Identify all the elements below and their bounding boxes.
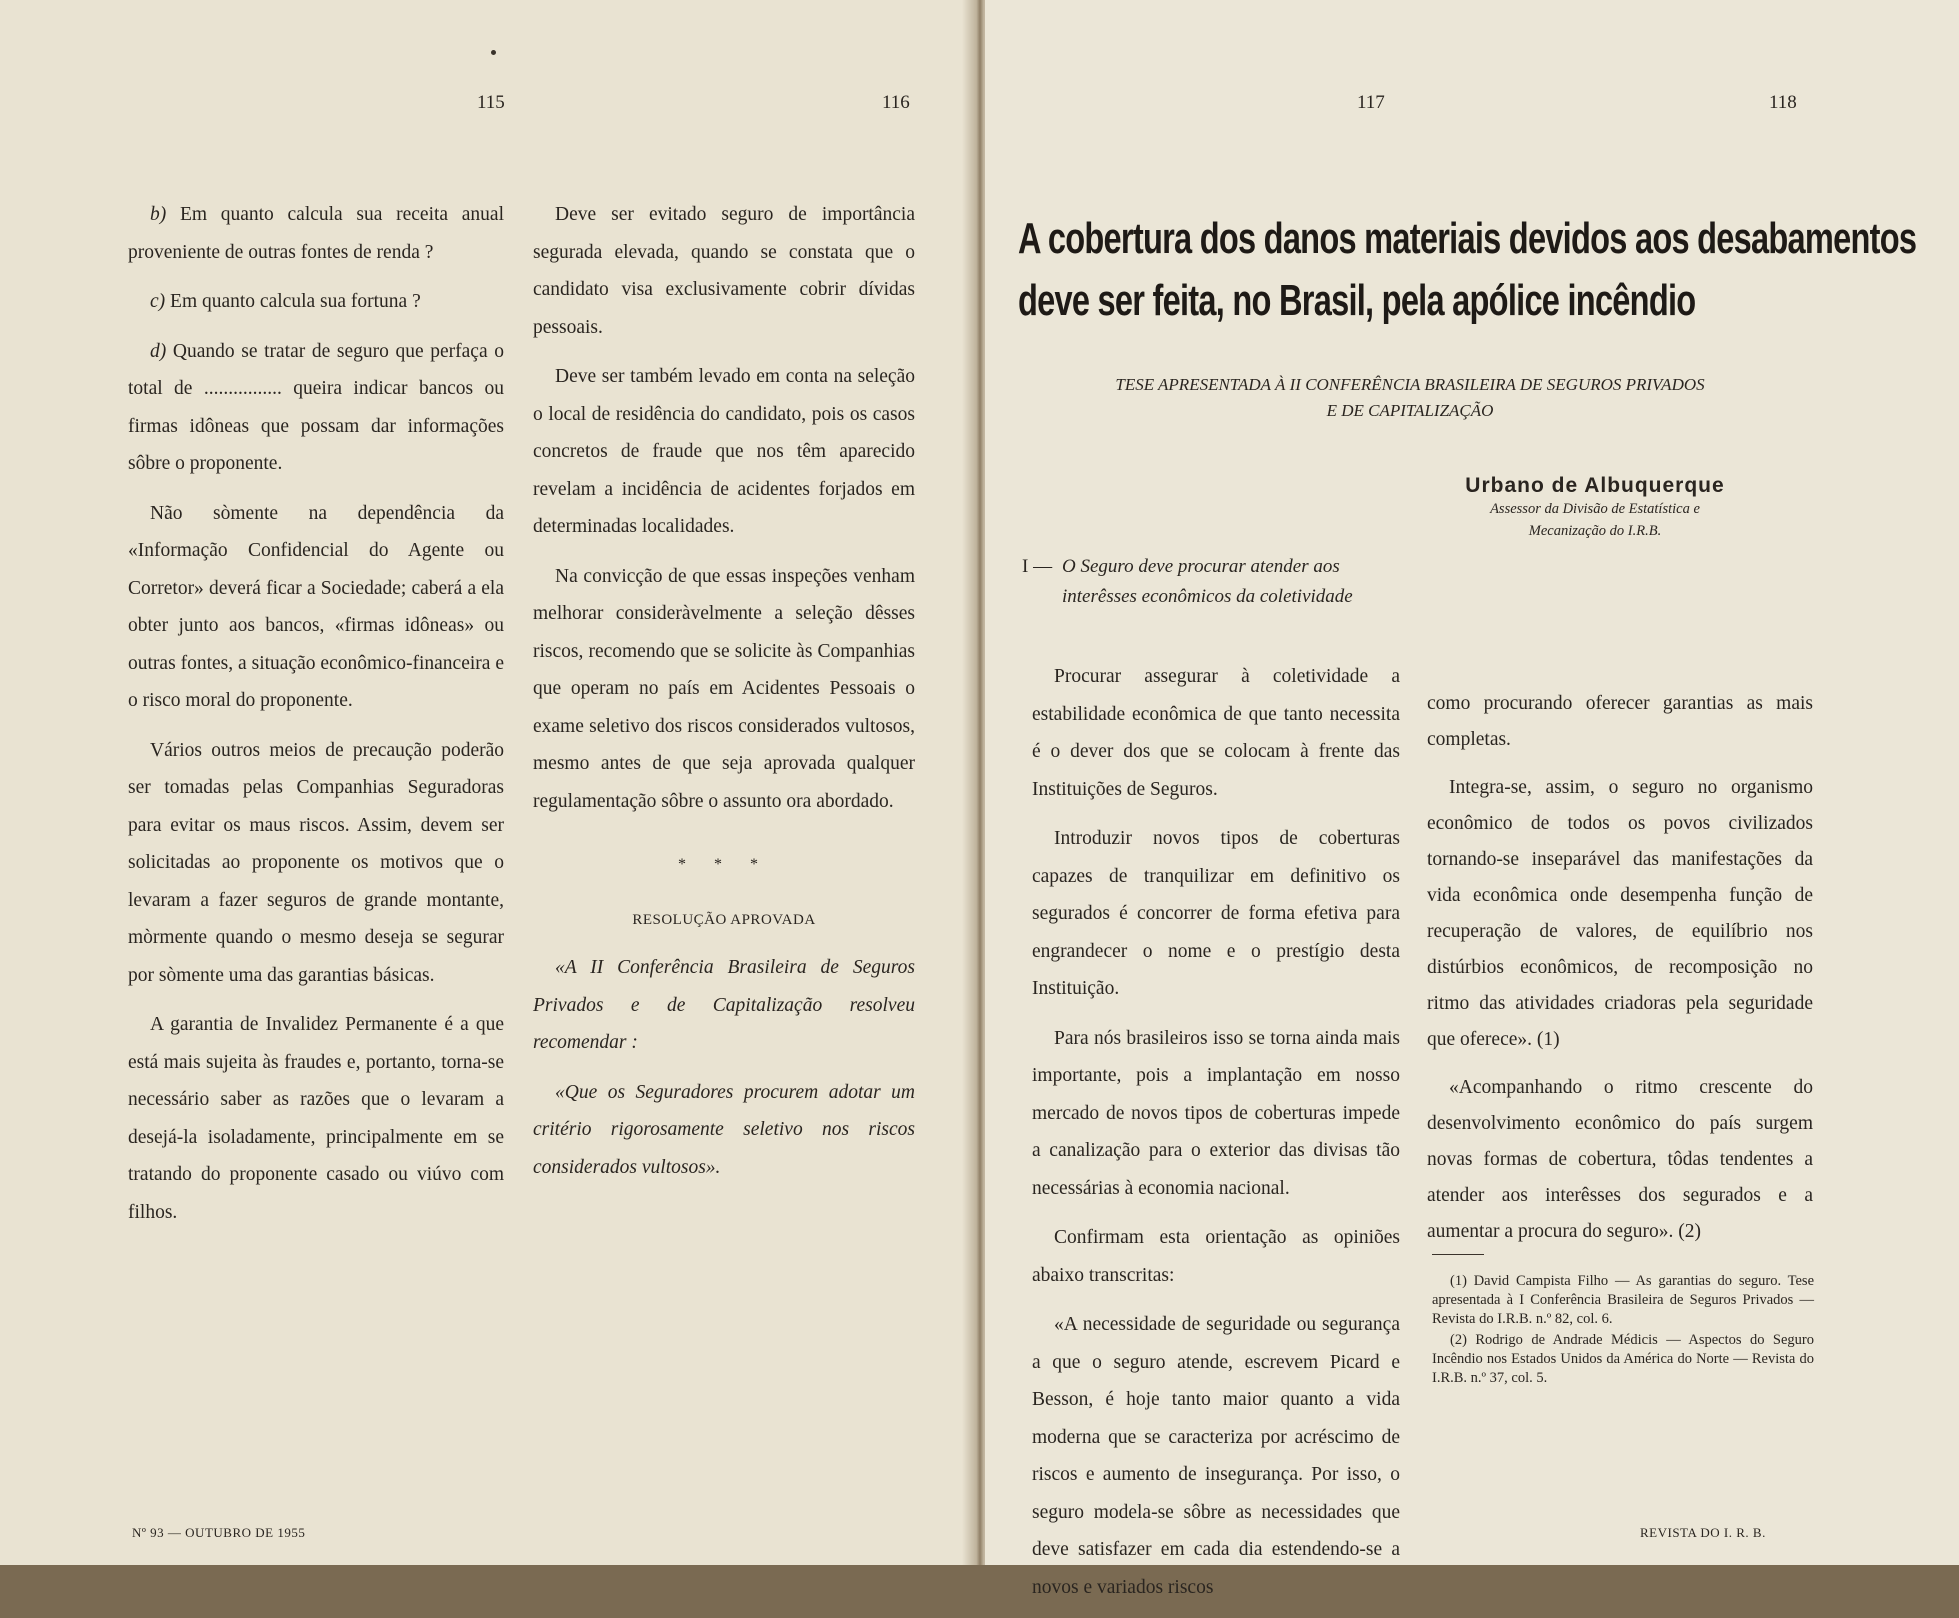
journal-footer: REVISTA DO I. R. B. — [1640, 1525, 1766, 1540]
title-line: deve ser feita, no Brasil, pela apólice incêndio — [1018, 276, 1696, 325]
footnote: (1) David Campista Filho — As garantias do seguro. Tese apresentada à I Conferência Brasileira de Seguros Privados — Revista do I.R.B. n.º 82, col. 6. — [1432, 1273, 1814, 1327]
paragraph: b) Em quanto calcula sua receita anual proveniente de outras fontes de renda ? — [128, 204, 504, 263]
right-column-2 — [1427, 686, 1813, 1262]
paragraph: Integra-se, assim, o seguro no organismo econômico de todos os povos civilizados tornando-se inseparável das manifestações da vida econômica onde desempenha função de recuperação de valores, de equilíbrio nos distúrbios econômicos, de recomposição no ritmo das atividades criadoras pela seguridade que oferece». (1) — [1427, 777, 1813, 1050]
article-title — [1018, 208, 1917, 332]
author-name: Urbano de Albuquerque — [1465, 474, 1725, 497]
list-marker: d) — [150, 340, 167, 362]
author-block — [1400, 474, 1790, 542]
left-page — [0, 0, 975, 1565]
footnote-rule — [1432, 1254, 1484, 1255]
footnotes — [1432, 1272, 1814, 1390]
left-column-2 — [533, 196, 915, 1198]
section-number: I — — [1022, 556, 1053, 577]
article-subtitle — [1025, 372, 1795, 424]
paragraph: A garantia de Invalidez Permanente é a que está mais sujeita às fraudes e, portanto, torna-se necessário saber as razões que o levaram a desejá-la isoladamente, principalmente em se tratando do proponente casado ou viúvo com filhos. — [128, 1014, 504, 1223]
paragraph: Deve ser evitado seguro de importância segurada elevada, quando se constata que o candidato visa exclusivamente cobrir dívidas pessoais. — [533, 204, 915, 338]
resolution-paragraph: «Que os Seguradores procurem adotar um critério rigorosamente seletivo nos riscos considerados vultosos». — [533, 1081, 915, 1178]
paragraph: d) Quando se tratar de seguro que perfaça o total de ................ queira indicar bancos ou firmas idôneas que possam dar informações sôbre o proponente. — [128, 340, 504, 474]
footnote: (2) Rodrigo de Andrade Médicis — Aspectos do Seguro Incêndio nos Estados Unidos da América do Norte — Revista do I.R.B. n.º 37, col. 5. — [1432, 1332, 1814, 1386]
paragraph: Procurar assegurar à coletividade a estabilidade econômica de que tanto necessita é o dever dos que se colocam à frente das Instituições de Seguros. — [1032, 666, 1400, 800]
page-number-118: 118 — [1769, 92, 1797, 113]
title-line: A cobertura dos danos materiais devidos aos desabamentos — [1018, 214, 1917, 263]
right-column-1 — [1032, 658, 1400, 1618]
paragraph: Confirmam esta orientação as opiniões abaixo transcritas: — [1032, 1227, 1400, 1286]
paragraph: Para nós brasileiros isso se torna ainda mais importante, pois a implantação em nosso mercado de novos tipos de coberturas impede a canalização para o exterior das divisas tão necessárias à economia nacional. — [1032, 1027, 1400, 1199]
subtitle-line: E DE CAPITALIZAÇÃO — [1326, 401, 1494, 420]
page-number-117: 117 — [1357, 92, 1385, 113]
section-title: O Seguro deve procurar atender aos interêsses econômicos da coletividade — [1062, 556, 1353, 607]
paragraph: «A necessidade de seguridade ou segurança a que o seguro atende, escrevem Picard e Besson, é hoje tanto maior quanto a vida moderna que se caracteriza por acréscimo de riscos e aumento de insegurança. Por isso, o seguro modela-se sôbre as necessidades que deve satisfazer em cada dia estendendo-se a novos e variados riscos — [1032, 1314, 1400, 1598]
list-marker: b) — [150, 204, 167, 225]
resolution-paragraph: «A II Conferência Brasileira de Seguros Privados e de Capitalização resolveu recomendar : — [533, 957, 915, 1053]
author-role: Assessor da Divisão de Estatística e — [1490, 501, 1700, 517]
ink-speck — [491, 50, 496, 55]
paragraph: Deve ser também levado em conta na seleção o local de residência do candidato, pois os casos concretos de fraude que nos têm aparecido revelam a incidência de acidentes forjados em determinadas localidades. — [533, 366, 915, 537]
issue-footer: Nº 93 — OUTUBRO DE 1955 — [132, 1525, 306, 1540]
list-marker: c) — [150, 291, 166, 312]
resolution-heading: RESOLUÇÃO APROVADA — [632, 911, 816, 928]
paragraph: Não sòmente na dependência da «Informação Confidencial do Agente ou Corretor» deverá ficar a Sociedade; caberá a ela obter junto aos bancos, «firmas idôneas» ou outras fontes, a situação econômico-financeira e o risco moral do proponente. — [128, 502, 504, 711]
page-number-115: 115 — [477, 92, 505, 113]
subtitle-line: TESE APRESENTADA À II CONFERÊNCIA BRASILEIRA DE SEGUROS PRIVADOS — [1115, 375, 1705, 394]
section-heading — [1022, 552, 1402, 612]
paragraph: Na convicção de que essas inspeções venham melhorar consideràvelmente a seleção dêsses riscos, recomendo que se solicite às Companhias que operam no país em Acidentes Pessoais o exame seletivo dos riscos considerados vultosos, mesmo antes de que seja aprovada qualquer regulamentação sôbre o assunto ora abordado. — [533, 565, 915, 812]
left-column-1 — [128, 196, 504, 1243]
paragraph: Introduzir novos tipos de coberturas capazes de tranquilizar em definitivo os segurados é concorrer de forma efetiva para engrandecer o nome e o prestígio desta Instituição. — [1032, 828, 1400, 999]
author-role: Mecanização do I.R.B. — [1528, 523, 1662, 539]
paragraph: como procurando oferecer garantias as mais completas. — [1427, 693, 1813, 750]
page-number-116: 116 — [882, 92, 910, 113]
section-separator: * * * — [678, 856, 770, 873]
paragraph: «Acompanhando o ritmo crescente do desenvolvimento econômico do país surgem novas formas de cobertura, tôdas tendentes a atender aos interêsses dos segurados e a aumentar a procura do seguro». (2) — [1427, 1077, 1813, 1242]
paragraph: c) Em quanto calcula sua fortuna ? — [150, 291, 421, 312]
paragraph: Vários outros meios de precaução poderão ser tomadas pelas Companhias Seguradoras para evitar os maus riscos. Assim, devem ser solicitadas ao proponente os motivos que o levaram a fazer seguros de grande montante, mòrmente quando o mesmo deseja se segurar por sòmente uma das garantias básicas. — [128, 739, 504, 986]
